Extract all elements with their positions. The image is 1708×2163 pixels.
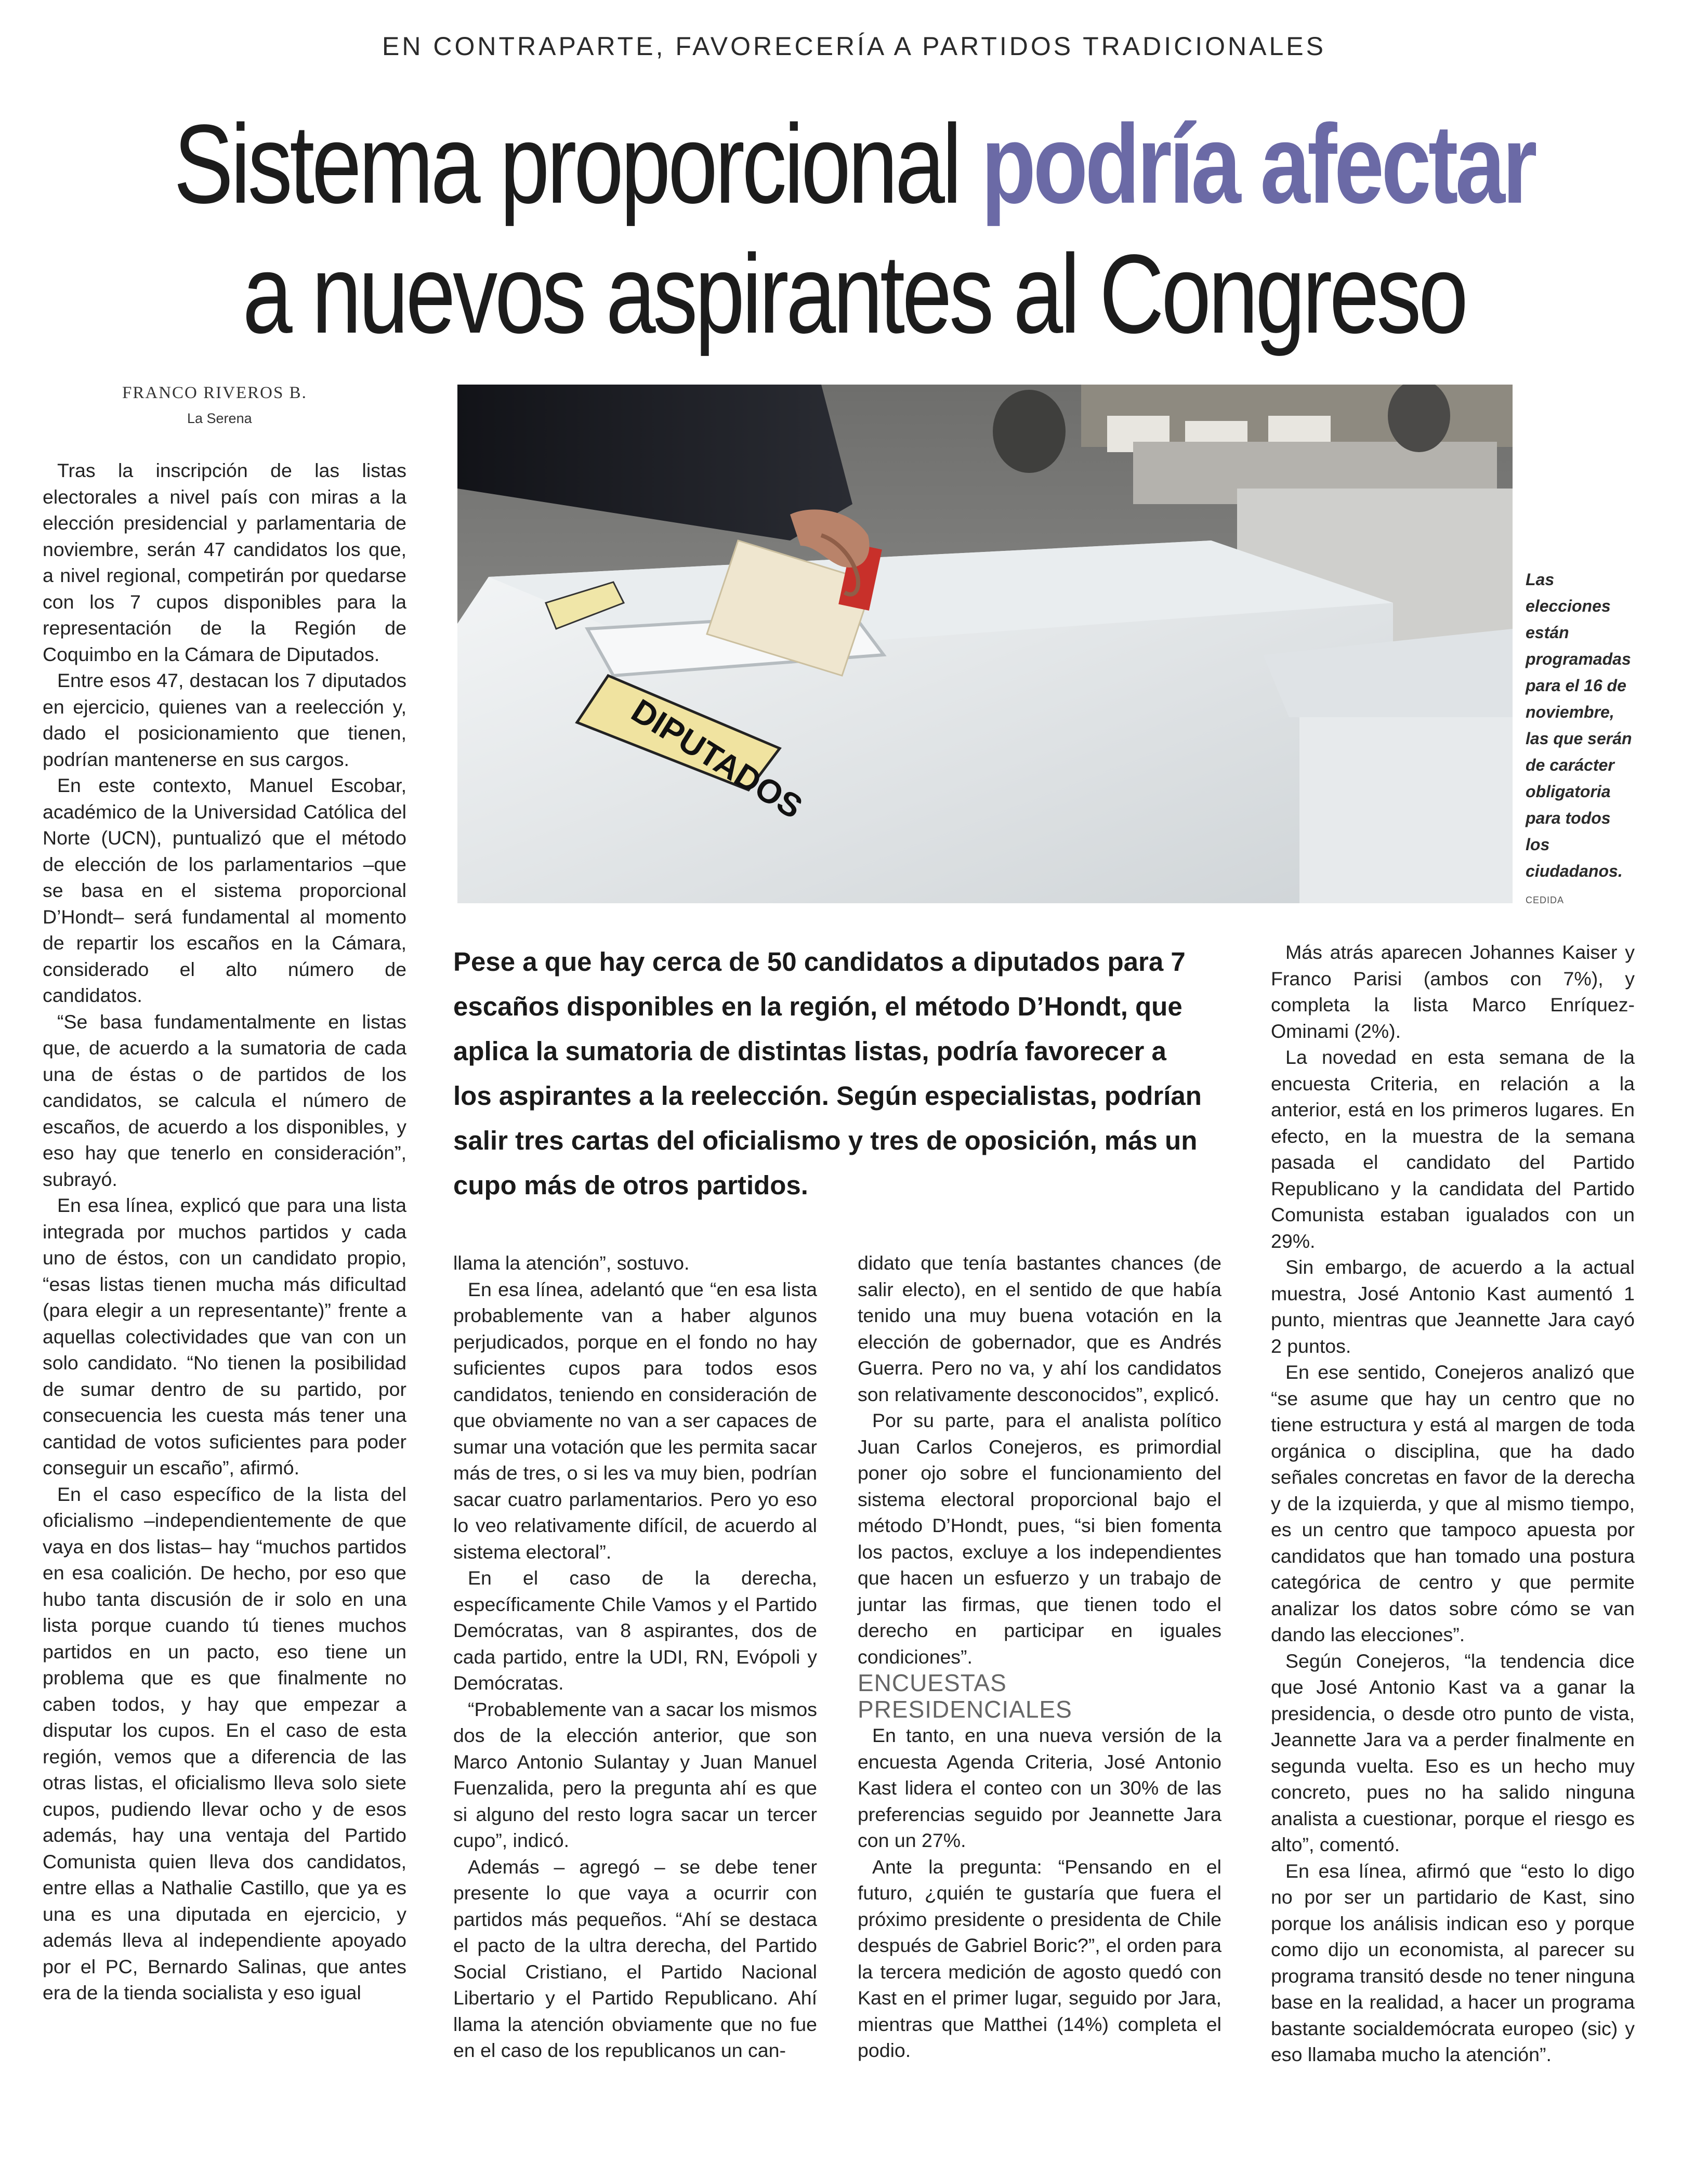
paragraph: En esa línea, adelantó que “en esa lista probablemente van a haber algunos perjudicados, porque en el fondo no hay suficientes cupos para todos esos candidatos, teniendo en consideración de que obviamente no van a ser capaces de sumar una votación que les permita sacar más de tres, o si les va muy bien, podrían sacar cuatro parlamentarios. Pero yo eso lo veo relativamente difícil, de acuerdo al sistema electoral”. (453, 1278, 817, 1563)
paragraph: Sin embargo, de acuerdo a la actual muestra, José Antonio Kast aumentó 1 punto, mientras que Jeannette Jara cayó 2 puntos. (1271, 1256, 1635, 1357)
headline-regular: Sistema proporcional (173, 101, 981, 227)
paragraph: Según Conejeros, “la tendencia dice que José Antonio Kast va a ganar la presidencia, o desde otro punto de vista, Jeannette Jara va a perder finalmente en segunda vuelta. Eso es un hecho muy concreto, pues no ha salido ninguna analista a cuestionar, porque el riesgo es alto”, comentó. (1271, 1650, 1635, 1855)
ballot-photo (457, 385, 1513, 903)
section-subhead: ENCUESTAS PRESIDENCIALES (858, 1669, 1072, 1723)
paragraph: Por su parte, para el analista político Juan Carlos Conejeros, es primordial poner ojo sobre el funcionamiento del sistema electoral proporcional bajo el método D’Hondt, pues, “si bien fomenta los pactos, excluye a los independientes que hacen un esfuerzo y un trabajo de juntar las firmas, que tienen todo el derecho en participar en iguales condiciones”. (858, 1409, 1221, 1668)
paragraph: En el caso de la derecha, específicamente Chile Vamos y el Partido Demócratas, van 8 aspirantes, dos de cada partido, entre la UDI, RN, Evópoli y Demócratas. (453, 1567, 817, 1694)
article-column-1 (43, 457, 406, 2006)
paragraph: didato que tenía bastantes chances (de salir electo), en el sentido de que había tenido una muy buena votación en la elección de gobernador, que es Andrés Guerra. Pero no va, y ahí los candidatos son relativamente desconocidos”, explicó. (858, 1252, 1221, 1405)
paragraph: “Se basa fundamentalmente en listas que, de acuerdo a la sumatoria de cada una de éstas o de partidos de los candidatos, se calcula el número de escaños, de acuerdo a los disponibles, y eso hay que tenerlo en consideración”, subrayó. (43, 1010, 406, 1190)
ballot-box-illustration (457, 385, 1513, 903)
headline-line2: a nuevos aspirantes al Congreso (242, 231, 1466, 357)
paragraph: Ante la pregunta: “Pensando en el futuro, ¿quién te gustaría que fuera el próximo presidente o presidenta de Chile después de Gabriel Boric?”, el orden para la tercera medición de agosto quedó con Kast en el primer lugar, seguido por Jara, mientras que Matthei (14%) completa el podio. (858, 1855, 1221, 2061)
article-column-4 (1271, 939, 1635, 2068)
paragraph: En esa línea, afirmó que “esto lo digo no por ser un partidario de Kast, sino porque los análisis indican eso y porque como dijo un economista, al parecer su programa transitó desde no tener ninguna base en la realidad, a hacer un programa bastante socialdemócrata europeo (sic) y eso llamaba mucho la atención”. (1271, 1859, 1635, 2065)
photo-caption: Las elecciones están programadas para el 16 de noviembre, las que serán de carácter obligatoria para todos los ciudadanos. (1526, 570, 1632, 880)
paragraph: La novedad en esta semana de la encuesta Criteria, en relación a la anterior, está en los primeros lugares. En efecto, en la muestra de la semana pasada el candidato del Partido Republicano y la candidata del Partido Comunista estaban igualados con un 29%. (1271, 1046, 1635, 1252)
lead-paragraph: Pese a que hay cerca de 50 candidatos a diputados para 7 escaños disponibles en la región, el método D’Hondt, que aplica la sumatoria de distintas listas, podría favorecer a los aspirantes a la reelección. Según especialistas, podrían salir tres cartas del oficialismo y tres de oposición, más un cupo más de otros partidos. (453, 947, 1202, 1200)
paragraph: En esa línea, explicó que para una lista integrada por muchos partidos y cada uno de éstos, con un candidato propio, “esas listas tienen mucha más dificultad (para elegir a un representante)” frente a aquellas colectividades que van con un solo candidato. “No tienen la posibilidad de sumar dentro de su partido, por consecuencia les cuesta más tener una cantidad de votos suficientes para poder conseguir un escaño”, afirmó. (43, 1194, 406, 1479)
article-column-2 (453, 1250, 817, 2064)
headline (171, 99, 1538, 359)
article-column-3 (858, 1250, 1221, 2064)
paragraph: En el caso específico de la lista del oficialismo –independientemente de que vaya en dos listas– hay “muchos partidos en esa coalición. De hecho, por eso que hubo tanta discusión de ir solo en una lista porque cuando tú tienes muchos partidos en un pacto, eso tiene un problema que es que finalmente no caben todos, y hay que empezar a disputar los cupos. En el caso de esta región, vemos que a diferencia de las otras listas, el oficialismo lleva solo siete cupos, pudiendo llevar ocho y de esos además, hay una ventaja del Partido Comunista quien lleva dos candidatos, entre ellas a Nathalie Castillo, que ya es una es una diputada en ejercicio, y además lleva al independiente apoyado por el PC, Bernardo Salinas, que antes era de la tienda socialista y eso igual (43, 1483, 406, 2003)
headline-accent: podría afectar (981, 101, 1534, 227)
paragraph: En tanto, en una nueva versión de la encuesta Agenda Criteria, José Antonio Kast lidera el conteo con un 30% de las preferencias seguido por Jeannette Jara con un 27%. (858, 1724, 1221, 1851)
paragraph: Además – agregó – se debe tener presente lo que vaya a ocurrir con partidos más pequeños. “Ahí se destaca el pacto de la ultra derecha, del Partido Social Cristiano, el Partido Nacional Libertario y el Partido Republicano. Ahí llama la atención obviamente que no fue en el caso de los republicanos un can- (453, 1855, 817, 2061)
paragraph: Entre esos 47, destacan los 7 diputados en ejercicio, quienes van a reelección y, dado el posicionamiento que tienen, podrían mantenerse en sus cargos. (43, 669, 406, 770)
byline-author: FRANCO RIVEROS B. (122, 384, 307, 402)
byline-place: La Serena (187, 411, 252, 426)
paragraph: Tras la inscripción de las listas electorales a nivel país con miras a la elección presidencial y parlamentaria de noviembre, serán 47 candidatos los que, a nivel regional, competirán por quedarse con los 7 cupos disponibles para la representación de la Región de Coquimbo en la Cámara de Diputados. (43, 459, 406, 665)
paragraph: En este contexto, Manuel Escobar, académico de la Universidad Católica del Norte (UCN), puntualizó que el método de elección de los parlamentarios –que se basa en el sistema proporcional D’Hondt– será fundamental al momento de repartir los escaños en la Cámara, considerado el alto número de candidatos. (43, 774, 406, 1006)
paragraph: llama la atención”, sostuvo. (453, 1252, 690, 1274)
paragraph: “Probablemente van a sacar los mismos dos de la elección anterior, que son Marco Antonio Sulantay y Juan Manuel Fuenzalida, pero la pregunta ahí es que si alguno del resto logra sacar un tercer cupo”, indicó. (453, 1698, 817, 1851)
paragraph: Más atrás aparecen Johannes Kaiser y Franco Parisi (ambos con 7%), y completa la lista Marco Enríquez-Ominami (2%). (1271, 941, 1635, 1042)
ballot-box-label: DIPUTADOS (625, 691, 809, 826)
paragraph: En ese sentido, Conejeros analizó que “se asume que hay un centro que no tiene estructura y está al margen de toda orgánica o disciplina, que ha dado señales concretas en favor de la derecha y de la izquierda, y que al mismo tiempo, es un centro que tampoco apuesta por candidatos que han tomado una postura categórica de centro y que permite analizar los datos sobre cómo se van dando las elecciones”. (1271, 1361, 1635, 1645)
kicker: EN CONTRAPARTE, FAVORECERÍA A PARTIDOS TRADICIONALES (382, 32, 1326, 61)
photo-credit: CEDIDA (1526, 895, 1565, 905)
